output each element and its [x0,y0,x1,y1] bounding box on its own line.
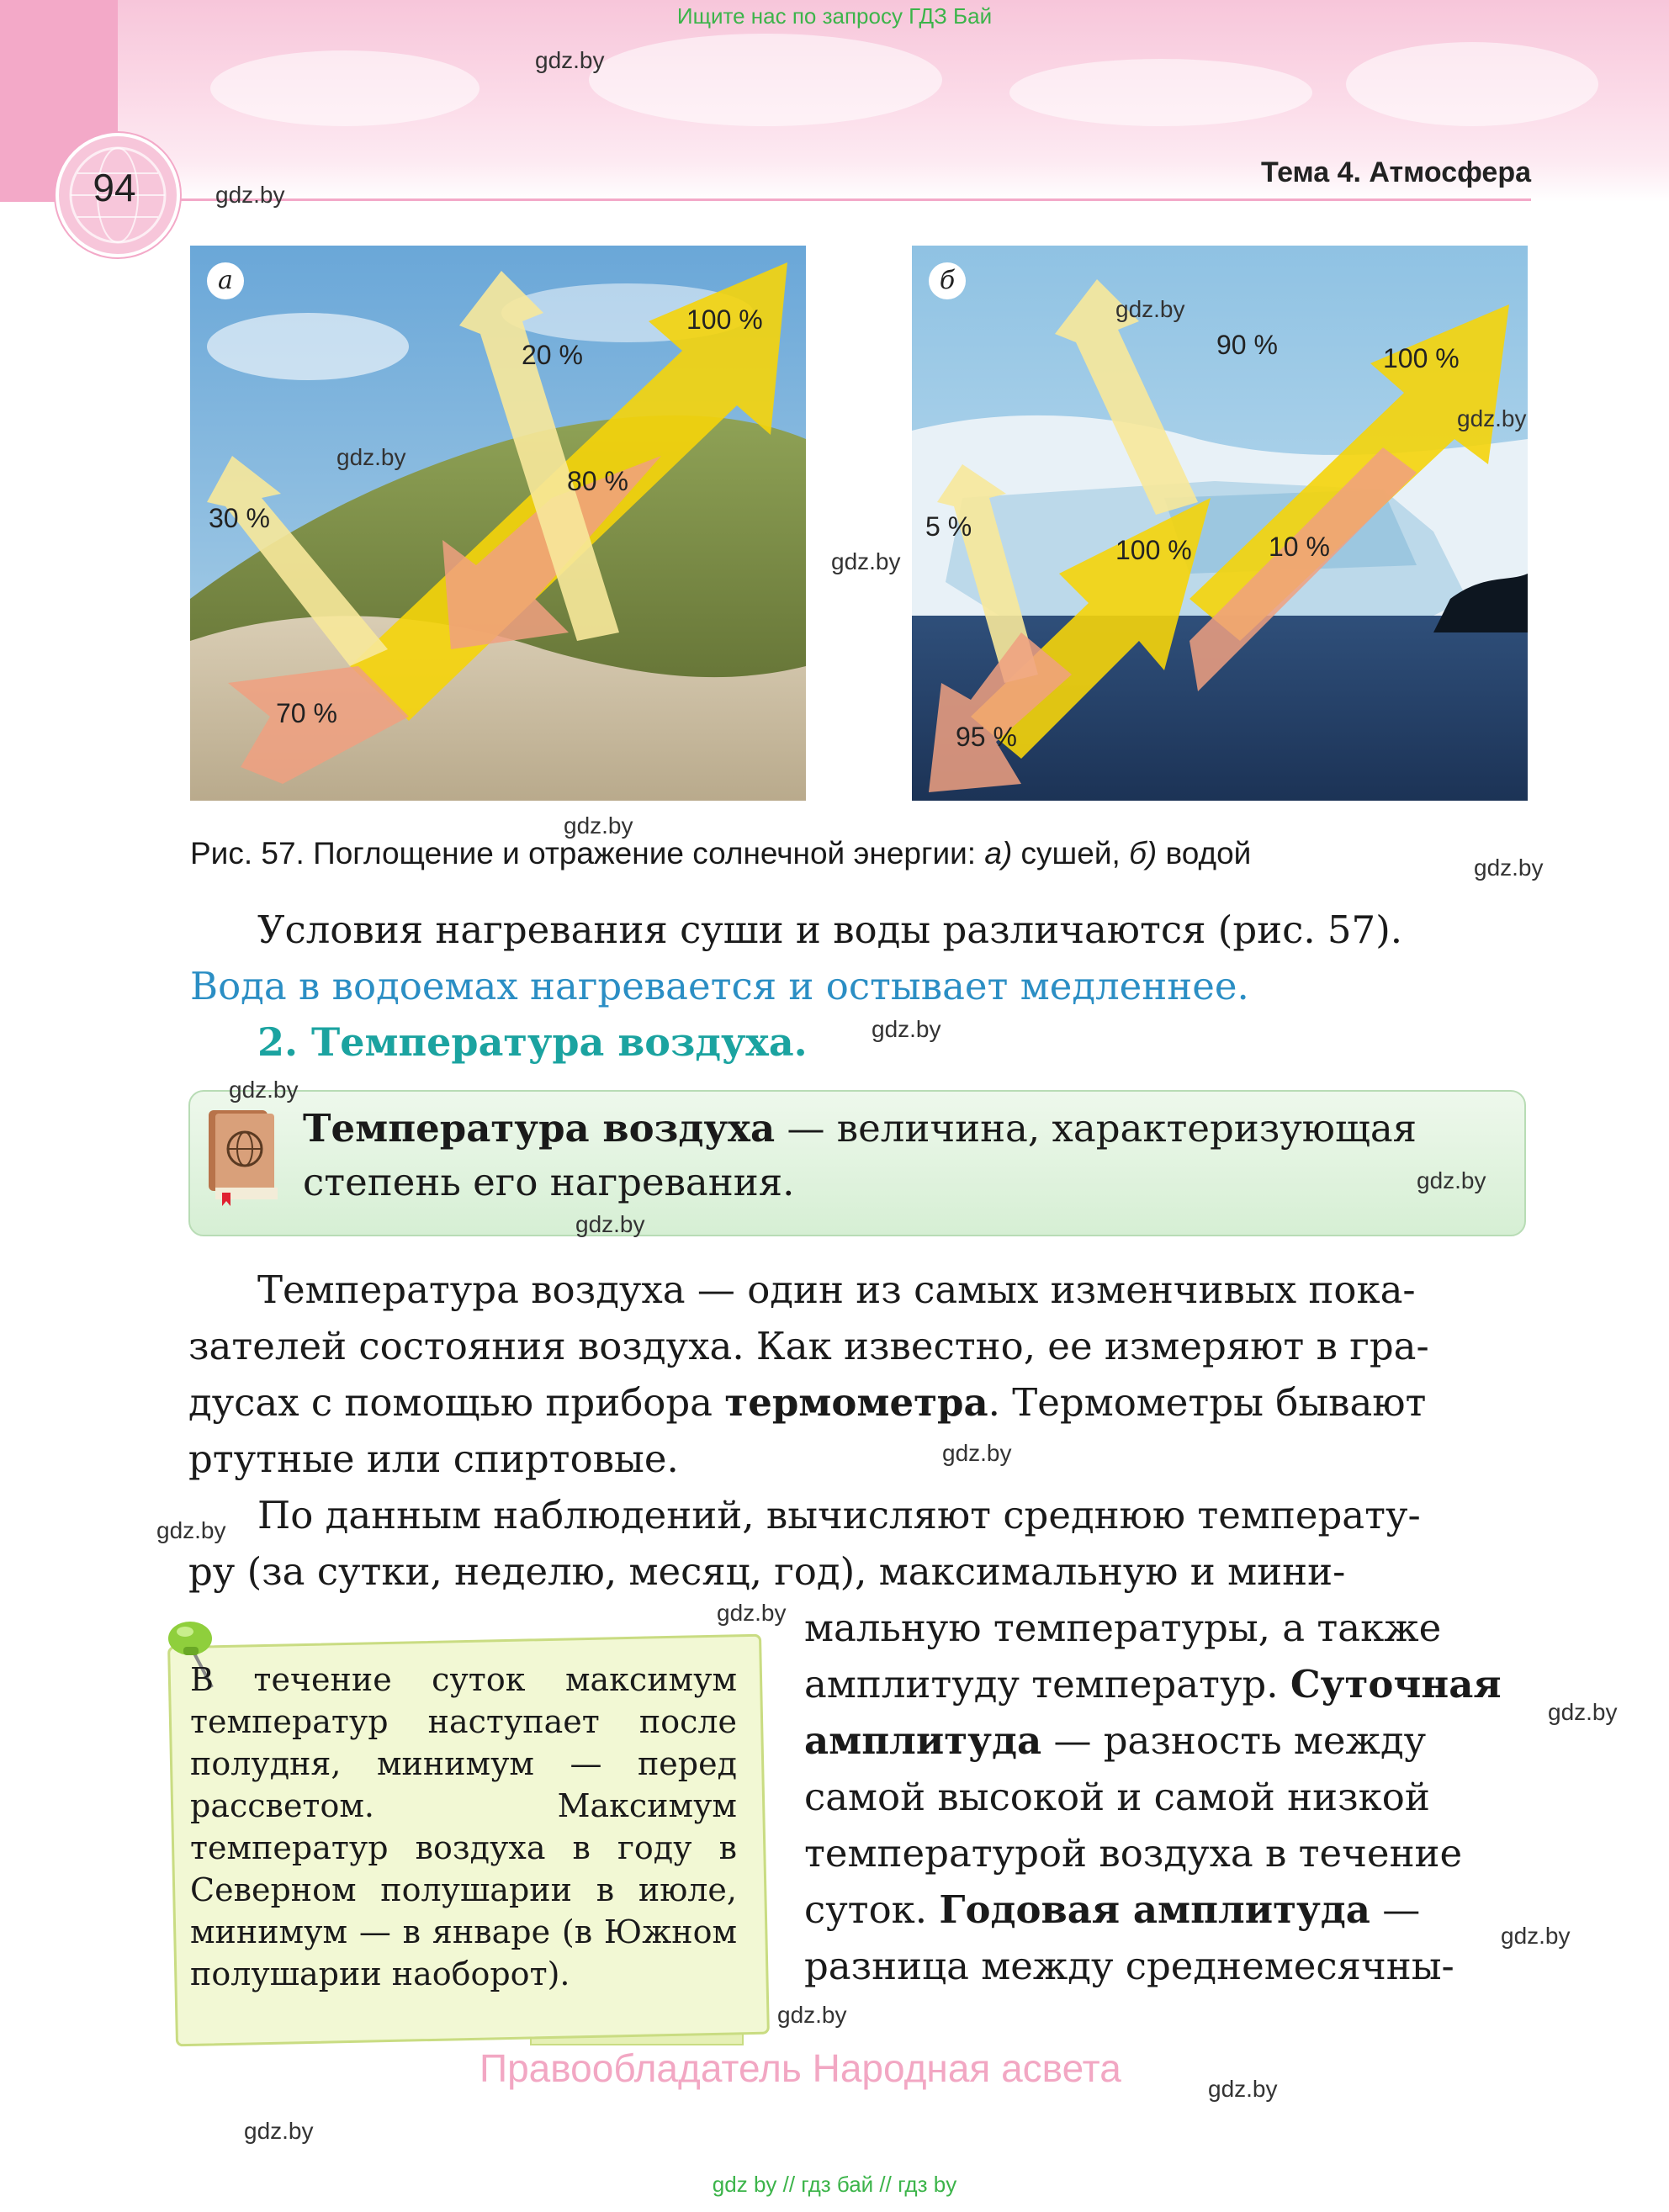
figure-panel-water [912,246,1528,801]
watermark: gdz.by [777,2002,847,2028]
footer-links[interactable]: gdz by // гдз бай // гдз by [712,2172,957,2197]
definition-line2: степень его нагревания. [303,1160,795,1204]
para1-line3-start: дусах с помощью прибора [188,1380,725,1425]
para1-line1: Температура воздуха — один из самых изменчивых пока- [257,1267,1416,1312]
chapter-topic: Тема 4. Атмосфера [1261,156,1531,188]
pct-land-absorbed: 80 % [567,466,628,496]
figure-panel-land [190,246,806,801]
definition-rest: — величина, характеризующая [775,1106,1417,1151]
para2-line8-end: — [1370,1887,1421,1932]
pct-water-absorbed: 10 % [1269,532,1330,562]
para2-line8-start: суток. [804,1887,940,1932]
term-amplitude: амплитуда [804,1718,1042,1763]
para2-line6: самой высокой и самой низкой [804,1775,1430,1819]
panel-label-b: б [929,262,966,299]
figure-caption [190,836,1536,871]
pct-water-absorbed-bottom: 95 % [956,722,1017,752]
definition-text [303,1102,1497,1209]
water-scene-image [912,246,1528,801]
watermark: gdz.by [575,1211,645,1237]
caption-land: сушей, [1012,836,1130,871]
note-text: В течение суток максимум температур наступает после полудня, минимум — перед рассветом. Максимум температур воздуха в году в Северном полушарии в июле, минимум — в январе (в Южном полушарии наоборот). [190,1661,737,1992]
term-daily: Суточная [1290,1662,1502,1707]
watermark: gdz.by [229,1077,299,1103]
watermark: gdz.by [831,548,901,574]
rule-highlight: Вода в водоемах нагревается и остывает медленнее. [190,964,1249,1008]
watermark: gdz.by [244,2118,314,2144]
para1-line2: зателей состояния воздуха. Как известно, ее измеряют в гра- [188,1324,1429,1368]
paragraph-thermometer [188,1262,1523,1487]
pct-water-incoming: 100 % [1383,343,1460,373]
header-underline [126,198,1531,201]
watermark: gdz.by [717,1600,787,1626]
book-globe-icon [205,1105,281,1206]
para2-line2: ру (за сутки, неделю, месяц, год), максимальную и мини- [188,1549,1346,1594]
copyright-notice: Правообладатель Народная асвета [480,2046,1121,2090]
search-banner[interactable]: Ищите нас по запросу ГДЗ Бай [676,3,993,29]
watermark: gdz.by [1474,855,1544,881]
pct-water-reflected-left: 5 % [925,511,972,542]
pct-land-reflected-up: 20 % [522,340,583,370]
para1-line4: ртутные или спиртовые. [188,1437,679,1481]
paragraph-amplitude-cont [804,1600,1523,1994]
pct-land-absorbed-bottom: 70 % [276,698,337,728]
para2-line7: температурой воздуха в течение [804,1831,1463,1876]
page-number: 94 [93,166,136,209]
watermark: gdz.by [336,444,406,470]
watermark: gdz.by [942,1440,1012,1466]
watermark: gdz.by [156,1517,226,1543]
watermark: gdz.by [1208,2076,1278,2102]
watermark: gdz.by [1115,296,1185,322]
para2-line3: мальную температуры, а также [804,1606,1442,1650]
panel-label-a: а [207,262,244,299]
watermark: gdz.by [1501,1923,1571,1949]
watermark: gdz.by [1457,405,1527,431]
watermark: gdz.by [535,47,605,73]
section-heading: 2. Температура воздуха. [257,1019,808,1065]
watermark: gdz.by [215,182,285,208]
caption-b: б) [1129,836,1158,871]
caption-water: водой [1157,836,1252,871]
para1-line3 [188,1374,1523,1431]
term-thermometer: термометра [724,1380,988,1425]
watermark: gdz.by [1548,1699,1618,1725]
term-annual-amplitude: Годовая амплитуда [939,1887,1370,1932]
paragraph-amplitude [188,1487,1523,1600]
caption-prefix: Рис. 57. Поглощение и отражение солнечной энергии: [190,836,985,871]
pct-land-incoming: 100 % [686,304,763,335]
pct-land-reflected-left: 30 % [209,503,270,533]
watermark: gdz.by [564,812,633,839]
para1-line3-end: . Термометры бывают [988,1380,1427,1425]
watermark: gdz.by [872,1016,941,1042]
pct-water-incoming-mid: 100 % [1115,535,1192,565]
definition-term: Температура воздуха [303,1106,776,1151]
para2-line1: По данным наблюдений, вычисляют среднюю температу- [257,1493,1421,1537]
intro-sentence: Условия нагревания суши и воды различаются (рис. 57). [257,908,1403,952]
pct-water-reflected-up: 90 % [1216,330,1278,360]
para2-line9: разница между среднемесячны- [804,1944,1454,1988]
caption-a: а) [984,836,1013,871]
para2-line5-end: — разность между [1041,1718,1427,1763]
para2-line4-start: амплитуду температур. [804,1662,1290,1707]
watermark: gdz.by [1417,1167,1486,1193]
